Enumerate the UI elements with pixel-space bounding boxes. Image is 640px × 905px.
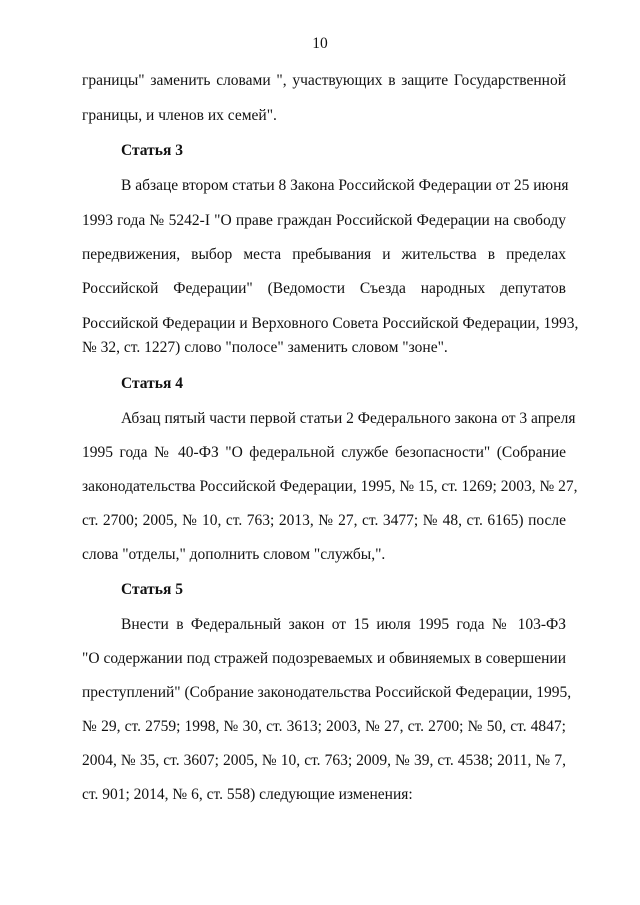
- text-line: 1995 года № 40-ФЗ "О федеральной службе безопасности" (Собрание: [82, 444, 566, 461]
- text-line: ст. 901; 2014, № 6, ст. 558) следующие изменения:: [82, 786, 413, 803]
- text-line: ст. 2700; 2005, № 10, ст. 763; 2013, № 27, ст. 3477; № 48, ст. 6165) после: [82, 512, 566, 529]
- text-line: передвижения, выбор места пребывания и жительства в пределах: [82, 246, 566, 263]
- text-line: 1993 года № 5242-I "О праве граждан Российской Федерации на свободу: [82, 212, 566, 229]
- text-line: Российской Федерации и Верховного Совета Российской Федерации, 1993,: [82, 315, 579, 332]
- text-line: Российской Федерации" (Ведомости Съезда народных депутатов: [82, 280, 566, 297]
- article-heading: Статья 5: [121, 581, 183, 598]
- text-line: 2004, № 35, ст. 3607; 2005, № 10, ст. 763; 2009, № 39, ст. 4538; 2011, № 7,: [82, 752, 566, 769]
- text-line: № 32, ст. 1227) слово "полосе" заменить словом "зоне".: [82, 339, 448, 356]
- text-line: границы" заменить словами ", участвующих в защите Государственной: [82, 72, 566, 89]
- text-line: границы, и членов их семей".: [82, 107, 277, 124]
- text-line: Внести в Федеральный закон от 15 июля 1995 года № 103-ФЗ: [121, 616, 566, 633]
- text-line: В абзаце втором статьи 8 Закона Российской Федерации от 25 июня: [121, 177, 569, 194]
- text-line: слова "отделы," дополнить словом "службы,".: [82, 546, 386, 563]
- text-line: преступлений" (Собрание законодательства Российской Федерации, 1995,: [82, 684, 572, 701]
- text-line: Абзац пятый части первой статьи 2 Федерального закона от 3 апреля: [121, 410, 576, 427]
- text-line: законодательства Российской Федерации, 1995, № 15, ст. 1269; 2003, № 27,: [82, 478, 578, 495]
- text-line: № 29, ст. 2759; 1998, № 30, ст. 3613; 2003, № 27, ст. 2700; № 50, ст. 4847;: [82, 718, 566, 735]
- article-heading: Статья 4: [121, 375, 183, 392]
- page-number: 10: [312, 35, 328, 52]
- text-line: "О содержании под стражей подозреваемых и обвиняемых в совершении: [82, 650, 566, 667]
- article-heading: Статья 3: [121, 142, 183, 159]
